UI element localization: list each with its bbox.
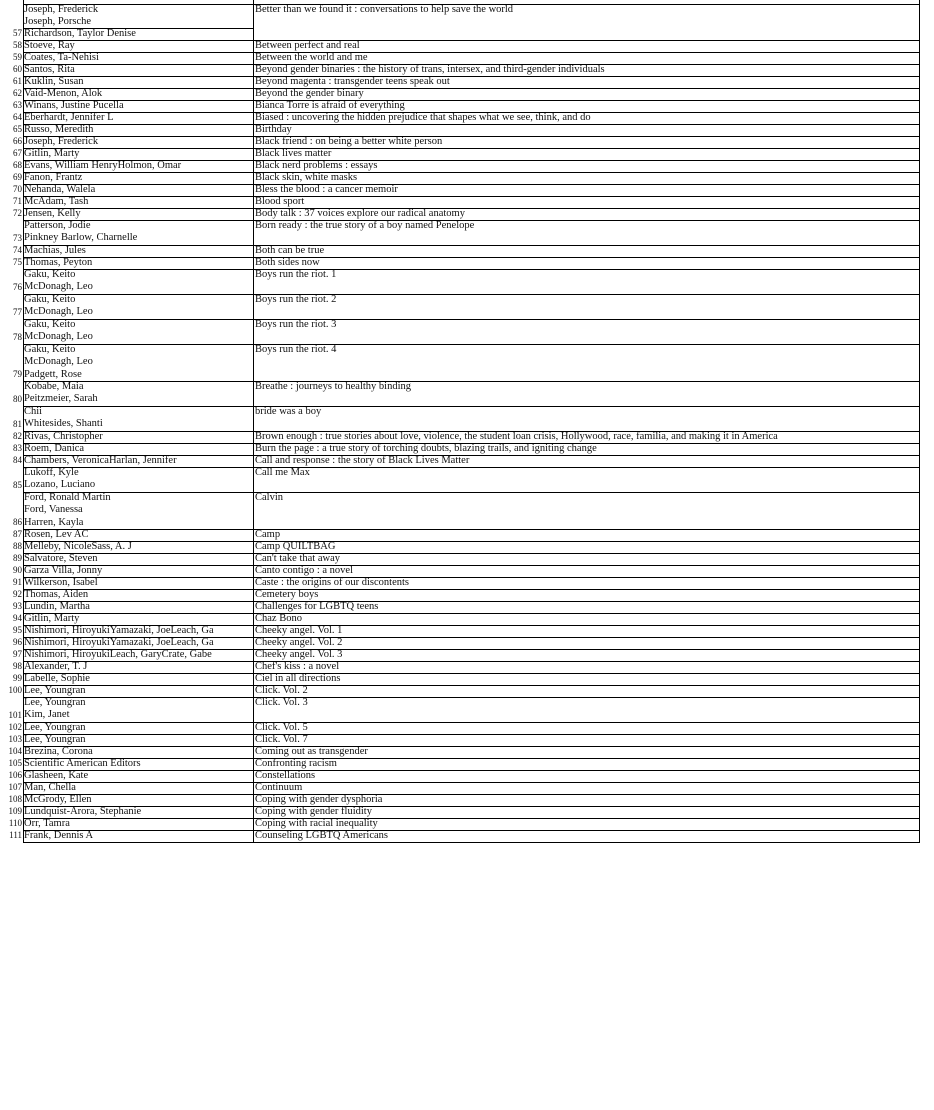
author-name: McDonagh, Leo	[24, 307, 93, 318]
author-name: Salvatore, Steven	[24, 554, 98, 564]
title-cell: Cheeky angel. Vol. 2	[255, 638, 343, 648]
title-cell: Chaz Bono	[255, 614, 302, 624]
table-row	[0, 794, 934, 806]
row-number: 91	[13, 577, 22, 587]
title-cell: Better than we found it : conversations to help save the world	[255, 5, 514, 15]
row-number: 75	[13, 257, 22, 267]
author-name: Gaku, Keito	[24, 320, 76, 330]
table-row	[0, 637, 934, 649]
author-name: Evans, William HenryHolmon, Omar	[24, 161, 182, 171]
title-cell: Boys run the riot. 1	[255, 270, 337, 280]
title-cell: Brown enough : true stories about love, violence, the student loan crisis, Hollywood, race, familia, and making it in America	[255, 432, 778, 442]
title-cell: Confronting racism	[255, 759, 337, 769]
row-number: 90	[13, 565, 22, 575]
table-row	[0, 697, 934, 722]
row-number: 67	[13, 148, 22, 158]
author-name: McAdam, Tash	[24, 197, 89, 207]
title-cell: Both sides now	[255, 258, 320, 268]
row-number: 80	[13, 394, 22, 404]
author-name: Lukoff, Kyle	[24, 468, 79, 478]
table-row	[0, 830, 934, 842]
title-cell: Boys run the riot. 3	[255, 320, 337, 330]
author-name: Man, Chella	[24, 783, 76, 793]
row-number: 108	[8, 794, 22, 804]
author-cell	[24, 221, 252, 246]
table-row	[0, 245, 934, 257]
row-number: 76	[13, 282, 22, 292]
author-name: Joseph, Frederick	[24, 137, 99, 147]
row-number: 57	[13, 28, 22, 38]
table-row	[0, 613, 934, 625]
table-row	[0, 455, 934, 467]
title-cell: Call and response : the story of Black Lives Matter	[255, 456, 470, 466]
table-row	[0, 148, 934, 160]
row-number: 84	[13, 455, 22, 465]
table-row	[0, 806, 934, 818]
title-cell: Coping with gender dysphoria	[255, 795, 383, 805]
author-cell	[24, 382, 252, 407]
title-cell: Blood sport	[255, 197, 305, 207]
author-name: Lee, Youngran	[24, 723, 86, 733]
table-row	[0, 746, 934, 758]
table-row	[0, 649, 934, 661]
title-cell: Black lives matter	[255, 149, 332, 159]
row-number: 98	[13, 661, 22, 671]
author-name: Machias, Jules	[24, 246, 86, 256]
table-row	[0, 467, 934, 492]
row-number: 70	[13, 184, 22, 194]
row-number: 78	[13, 332, 22, 342]
table-row	[0, 52, 934, 64]
table-row	[0, 124, 934, 136]
title-cell: Breathe : journeys to healthy binding	[255, 382, 412, 392]
row-number: 86	[13, 517, 22, 527]
row-number: 77	[13, 307, 22, 317]
table-row	[0, 406, 934, 431]
table-border	[23, 0, 24, 843]
table-row	[0, 172, 934, 184]
author-name: Russo, Meredith	[24, 125, 94, 135]
table-row	[0, 76, 934, 88]
table-row	[0, 673, 934, 685]
row-number: 110	[8, 818, 22, 828]
row-number: 58	[13, 40, 22, 50]
title-cell: Coming out as transgender	[255, 747, 368, 757]
author-name: Winans, Justine Pucella	[24, 101, 124, 111]
author-name: Scientific American Editors	[24, 759, 141, 769]
title-cell: Between perfect and real	[255, 41, 360, 51]
title-cell: Beyond gender binaries : the history of trans, intersex, and third-gender individuals	[255, 65, 605, 75]
author-name: Kobabe, Maia	[24, 382, 84, 392]
author-name: Padgett, Rose	[24, 369, 82, 380]
row-number: 60	[13, 64, 22, 74]
title-cell: Black skin, white masks	[255, 173, 358, 183]
author-name: Melleby, NicoleSass, A. J	[24, 542, 132, 552]
author-name: Lee, Youngran	[24, 686, 86, 696]
title-cell: Continuum	[255, 783, 303, 793]
row-number: 95	[13, 625, 22, 635]
title-cell: Cemetery boys	[255, 590, 319, 600]
author-name: Wilkerson, Isabel	[24, 578, 98, 588]
title-cell: Click. Vol. 7	[255, 735, 308, 745]
table-row	[0, 28, 934, 40]
author-name: McDonagh, Leo	[24, 282, 93, 293]
row-number: 100	[8, 685, 22, 695]
row-number: 69	[13, 172, 22, 182]
table-row	[0, 541, 934, 553]
row-number: 103	[8, 734, 22, 744]
row-number: 92	[13, 589, 22, 599]
author-name: Patterson, Jodie	[24, 221, 91, 231]
table-row	[0, 196, 934, 208]
table-row	[0, 344, 934, 381]
row-number: 102	[8, 722, 22, 732]
author-cell	[24, 5, 252, 30]
author-name: Frank, Dennis A	[24, 831, 94, 841]
table-row	[0, 770, 934, 782]
row-number: 97	[13, 649, 22, 659]
author-name: McDonagh, Leo	[24, 332, 93, 343]
row-number: 68	[13, 160, 22, 170]
table-row	[0, 431, 934, 443]
title-cell: Counseling LGBTQ Americans	[255, 831, 388, 841]
author-name: Richardson, Taylor Denise	[24, 29, 136, 39]
author-cell	[24, 407, 252, 432]
title-cell: Click. Vol. 2	[255, 686, 308, 696]
author-name: Garza Villa, Jonny	[24, 566, 103, 576]
row-number: 88	[13, 541, 22, 551]
table-row	[0, 257, 934, 269]
author-name: Lee, Youngran	[24, 735, 86, 745]
table-row	[0, 529, 934, 541]
author-name: Rosen, Lev AC	[24, 530, 89, 540]
table-row	[0, 685, 934, 697]
table-row	[0, 381, 934, 406]
author-name: Glasheen, Kate	[24, 771, 89, 781]
title-cell: Burn the page : a true story of torching doubts, blazing trails, and igniting change	[255, 444, 597, 454]
title-cell: Beyond the gender binary	[255, 89, 364, 99]
table-row	[0, 88, 934, 100]
title-cell: Black friend : on being a better white person	[255, 137, 443, 147]
row-number: 94	[13, 613, 22, 623]
author-name: Nishimori, HiroyukiYamazaki, JoeLeach, Ga	[24, 626, 214, 636]
title-cell: Constellations	[255, 771, 316, 781]
row-number: 63	[13, 100, 22, 110]
author-name: Jensen, Kelly	[24, 209, 81, 219]
row-number: 85	[13, 480, 22, 490]
title-cell: Birthday	[255, 125, 292, 135]
author-cell	[24, 468, 252, 493]
row-number: 62	[13, 88, 22, 98]
table-row	[0, 136, 934, 148]
author-name: Nishimori, HiroyukiLeach, GaryCrate, Gabe	[24, 650, 212, 660]
row-divider	[23, 842, 919, 843]
title-cell: Camp QUILTBAG	[255, 542, 336, 552]
table-row	[0, 661, 934, 673]
author-name: Chambers, VeronicaHarlan, Jennifer	[24, 456, 177, 466]
row-number: 96	[13, 637, 22, 647]
author-name: Gitlin, Marty	[24, 149, 80, 159]
row-number: 87	[13, 529, 22, 539]
author-name: Joseph, Porsche	[24, 17, 92, 28]
author-name: Peitzmeier, Sarah	[24, 394, 98, 405]
row-number: 106	[8, 770, 22, 780]
table-row	[0, 112, 934, 124]
author-name: Orr, Tamra	[24, 819, 70, 829]
title-cell: Canto contigo : a novel	[255, 566, 353, 576]
author-name: Chii	[24, 407, 43, 417]
row-number: 59	[13, 52, 22, 62]
author-name: Nehanda, Walela	[24, 185, 96, 195]
table-row	[0, 782, 934, 794]
author-cell	[24, 345, 252, 382]
row-number: 73	[13, 233, 22, 243]
table-row	[0, 294, 934, 319]
row-number: 109	[8, 806, 22, 816]
title-cell: Between the world and me	[255, 53, 368, 63]
author-name: Lee, Youngran	[24, 698, 86, 708]
author-name: Rivas, Christopher	[24, 432, 103, 442]
row-number: 107	[8, 782, 22, 792]
title-cell: Ciel in all directions	[255, 674, 341, 684]
title-cell: bride was a boy	[255, 407, 322, 417]
table-row	[0, 4, 934, 28]
title-cell: Biased : uncovering the hidden prejudice that shapes what we see, think, and do	[255, 113, 591, 123]
author-name: Coates, Ta-Nehisi	[24, 53, 99, 63]
author-name: Lundquist-Arora, Stephanie	[24, 807, 142, 817]
title-cell: Cheeky angel. Vol. 3	[255, 650, 343, 660]
title-cell: Click. Vol. 3	[255, 698, 308, 708]
row-number: 61	[13, 76, 22, 86]
row-number: 111	[9, 830, 22, 840]
title-cell: Bless the blood : a cancer memoir	[255, 185, 398, 195]
row-number: 66	[13, 136, 22, 146]
table-row	[0, 269, 934, 294]
author-name: Ford, Ronald Martin	[24, 493, 111, 503]
author-name: Pinkney Barlow, Charnelle	[24, 233, 138, 244]
row-number: 65	[13, 124, 22, 134]
author-cell	[24, 698, 252, 723]
row-number: 74	[13, 245, 22, 255]
title-cell: Call me Max	[255, 468, 310, 478]
author-name: McDonagh, Leo	[24, 357, 93, 368]
row-number: 101	[8, 710, 22, 720]
row-number: 81	[13, 419, 22, 429]
title-cell: Chef's kiss : a novel	[255, 662, 340, 672]
author-name: Stoeve, Ray	[24, 41, 75, 51]
author-name: Joseph, Frederick	[24, 5, 99, 15]
row-number: 89	[13, 553, 22, 563]
author-cell	[24, 320, 252, 345]
table-row	[0, 758, 934, 770]
title-cell: Black nerd problems : essays	[255, 161, 378, 171]
title-cell: Caste : the origins of our discontents	[255, 578, 409, 588]
table-row	[0, 722, 934, 734]
author-name: Vaid-Menon, Alok	[24, 89, 103, 99]
table-row	[0, 492, 934, 529]
row-number: 83	[13, 443, 22, 453]
title-cell: Calvin	[255, 493, 283, 503]
author-name: Whitesides, Shanti	[24, 419, 103, 430]
table-row	[0, 443, 934, 455]
row-number: 79	[13, 369, 22, 379]
author-cell	[24, 270, 252, 295]
title-cell: Boys run the riot. 4	[255, 345, 337, 355]
author-name: McGrody, Ellen	[24, 795, 92, 805]
author-name: Thomas, Aiden	[24, 590, 89, 600]
row-number: 99	[13, 673, 22, 683]
title-cell: Both can be true	[255, 246, 325, 256]
author-name: Nishimori, HiroyukiYamazaki, JoeLeach, Ga	[24, 638, 214, 648]
table-row	[0, 40, 934, 52]
table-row	[0, 589, 934, 601]
title-cell: Challenges for LGBTQ teens	[255, 602, 379, 612]
row-number: 105	[8, 758, 22, 768]
author-name: Lundin, Martha	[24, 602, 90, 612]
title-cell: Coping with racial inequality	[255, 819, 378, 829]
title-cell: Boys run the riot. 2	[255, 295, 337, 305]
row-number: 104	[8, 746, 22, 756]
table-row	[0, 64, 934, 76]
author-name: Eberhardt, Jennifer L	[24, 113, 114, 123]
title-cell: Cheeky angel. Vol. 1	[255, 626, 343, 636]
title-cell: Camp	[255, 530, 281, 540]
author-name: Roem, Danica	[24, 444, 85, 454]
author-name: Thomas, Peyton	[24, 258, 93, 268]
table-row	[0, 625, 934, 637]
title-cell: Body talk : 37 voices explore our radical anatomy	[255, 209, 465, 219]
author-name: Fanon, Frantz	[24, 173, 83, 183]
table-row	[0, 100, 934, 112]
table-row	[0, 734, 934, 746]
author-name: Gitlin, Marty	[24, 614, 80, 624]
row-number: 71	[13, 196, 22, 206]
author-name: Labelle, Sophie	[24, 674, 90, 684]
author-name: Brezina, Corona	[24, 747, 93, 757]
author-name: Gaku, Keito	[24, 270, 76, 280]
table-row	[0, 184, 934, 196]
title-cell: Coping with gender fluidity	[255, 807, 372, 817]
table-row	[0, 577, 934, 589]
author-name: Lozano, Luciano	[24, 480, 96, 491]
table-row	[0, 553, 934, 565]
row-number: 82	[13, 431, 22, 441]
title-cell: Can't take that away	[255, 554, 340, 564]
author-name: Harren, Kayla	[24, 517, 84, 528]
title-cell: Click. Vol. 5	[255, 723, 308, 733]
author-name: Gaku, Keito	[24, 345, 76, 355]
author-name: Ford, Vanessa	[24, 505, 83, 516]
row-number: 64	[13, 112, 22, 122]
author-name: Gaku, Keito	[24, 295, 76, 305]
author-name: Santos, Rita	[24, 65, 75, 75]
table-row	[0, 818, 934, 830]
column-divider	[253, 0, 254, 843]
table-row	[0, 319, 934, 344]
table-row	[0, 565, 934, 577]
author-cell	[24, 295, 252, 320]
table-row	[0, 601, 934, 613]
title-cell: Beyond magenta : transgender teens speak out	[255, 77, 450, 87]
author-name: Kuklin, Susan	[24, 77, 84, 87]
table-border	[919, 0, 920, 843]
author-name: Alexander, T. J	[24, 662, 88, 672]
table-row	[0, 220, 934, 245]
title-cell: Bianca Torre is afraid of everything	[255, 101, 405, 111]
table-row	[0, 160, 934, 172]
table-row	[0, 208, 934, 220]
row-number: 72	[13, 208, 22, 218]
author-name: Kim, Janet	[24, 710, 70, 721]
title-cell: Born ready : the true story of a boy named Penelope	[255, 221, 475, 231]
author-cell	[24, 493, 252, 530]
row-number: 93	[13, 601, 22, 611]
